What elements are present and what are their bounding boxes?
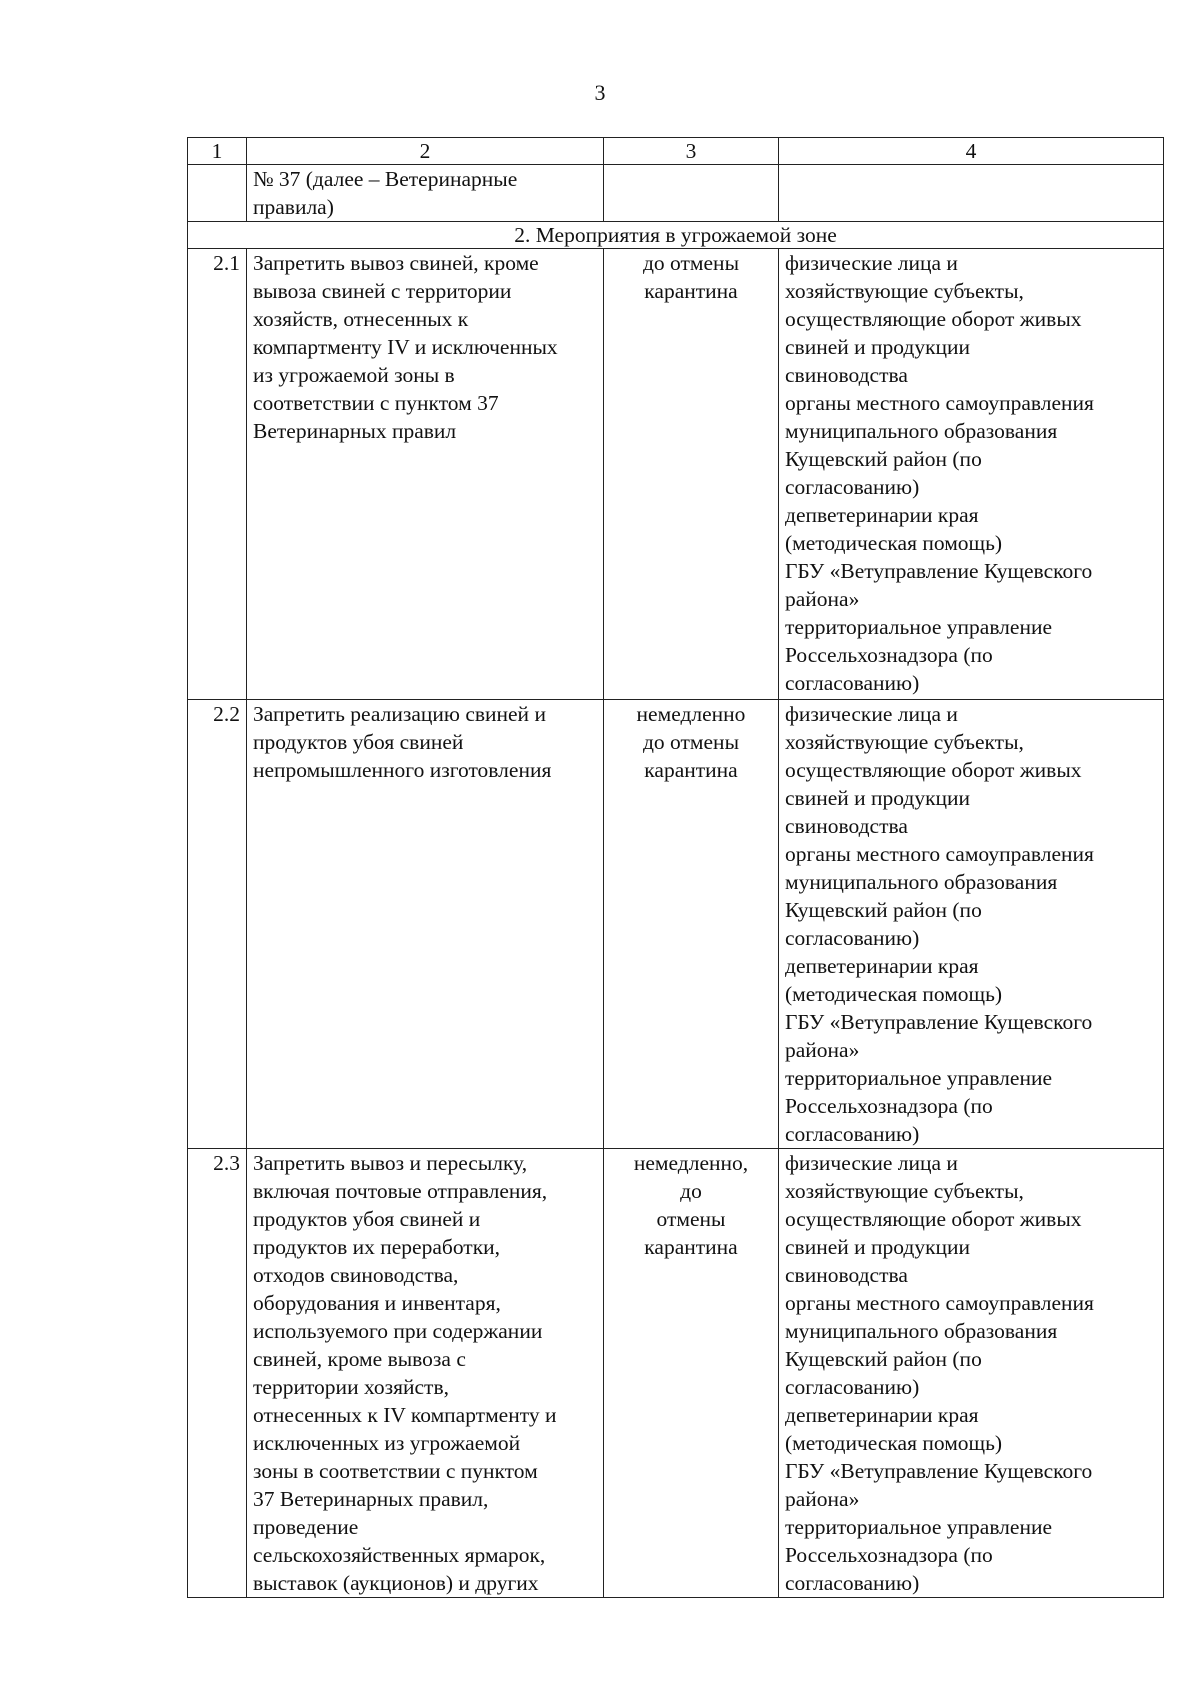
text-line: Кущевский район (по	[785, 898, 982, 922]
text-line: осуществляющие оборот живых	[785, 307, 1082, 331]
text-line: органы местного самоуправления	[785, 1291, 1094, 1315]
text-line: карантина	[644, 279, 738, 303]
text-line: правила)	[253, 195, 334, 219]
responsible-cell	[779, 700, 1164, 1149]
text-line: района»	[785, 1487, 860, 1511]
text-line: хозяйствующие субъекты,	[785, 1179, 1024, 1203]
text-line: согласованию)	[785, 475, 920, 499]
text-line: до отмены	[642, 730, 740, 754]
text-line: немедленно	[636, 702, 746, 726]
table-row	[188, 700, 1164, 1149]
text-line: согласованию)	[785, 1122, 920, 1146]
text-line: Запретить вывоз свиней, кроме	[253, 251, 539, 275]
text-line: вывоза свиней с территории	[253, 279, 512, 303]
text-line: органы местного самоуправления	[785, 391, 1094, 415]
text-line: проведение	[253, 1515, 359, 1539]
text-line: свиноводства	[785, 1263, 908, 1287]
text-line: немедленно,	[633, 1151, 749, 1175]
column-header-1: 1	[188, 138, 247, 165]
text-line: муниципального образования	[785, 870, 1058, 894]
term-cell	[604, 249, 779, 700]
text-line: осуществляющие оборот живых	[785, 758, 1082, 782]
text-line: карантина	[644, 758, 738, 782]
text-line: свиноводства	[785, 363, 908, 387]
text-line: Россельхознадзора (по	[785, 643, 993, 667]
text-line: непромышленного изготовления	[253, 758, 552, 782]
text-line: компартменту IV и исключенных	[253, 335, 558, 359]
text-line: используемого при содержании	[253, 1319, 543, 1343]
text-line: (методическая помощь)	[785, 531, 1003, 555]
text-line: отмены	[656, 1207, 726, 1231]
text-line: ГБУ «Ветуправление Кущевского	[785, 559, 1093, 583]
text-line: карантина	[644, 1235, 738, 1259]
text-line: физические лица и	[785, 251, 958, 275]
text-line: Запретить реализацию свиней и	[253, 702, 546, 726]
text-line: территориальное управление	[785, 615, 1053, 639]
text-line: территориальное управление	[785, 1066, 1053, 1090]
term-cell	[604, 700, 779, 1149]
text-line: физические лица и	[785, 1151, 958, 1175]
text-line: 37 Ветеринарных правил,	[253, 1487, 489, 1511]
text-line: до	[680, 1179, 702, 1203]
text-line: хозяйствующие субъекты,	[785, 730, 1024, 754]
column-header-4: 4	[779, 138, 1164, 165]
text-line: продуктов их переработки,	[253, 1235, 501, 1259]
table-row	[188, 1149, 1164, 1598]
continuation-term-cell	[604, 165, 779, 222]
text-line: продуктов убоя свиней	[253, 730, 464, 754]
text-line: депветеринарии края	[785, 954, 979, 978]
column-header-2: 2	[247, 138, 604, 165]
text-line: свиней и продукции	[785, 1235, 971, 1259]
page-number: 3	[594, 80, 606, 105]
text-line: выставок (аукционов) и других	[253, 1571, 539, 1595]
text-line: зоны в соответствии с пунктом	[253, 1459, 538, 1483]
term-cell	[604, 1149, 779, 1598]
section-row	[188, 222, 1164, 249]
row-number: 2.3	[188, 1149, 247, 1598]
text-line: оборудования и инвентаря,	[253, 1291, 501, 1315]
text-line: включая почтовые отправления,	[253, 1179, 548, 1203]
text-line: хозяйствующие субъекты,	[785, 279, 1024, 303]
responsible-cell	[779, 249, 1164, 700]
text-line: № 37 (далее – Ветеринарные	[253, 167, 518, 191]
text-line: территории хозяйств,	[253, 1375, 449, 1399]
text-line: (методическая помощь)	[785, 982, 1003, 1006]
text-line: района»	[785, 1038, 860, 1062]
text-line: свиноводства	[785, 814, 908, 838]
text-line: отходов свиноводства,	[253, 1263, 459, 1287]
continuation-number-cell	[188, 165, 247, 222]
continuation-text-cell	[247, 165, 604, 222]
measure-cell	[247, 1149, 604, 1598]
text-line: Кущевский район (по	[785, 1347, 982, 1371]
text-line: ГБУ «Ветуправление Кущевского	[785, 1010, 1093, 1034]
row-number: 2.1	[188, 249, 247, 700]
row-number: 2.2	[188, 700, 247, 1149]
text-line: ГБУ «Ветуправление Кущевского	[785, 1459, 1093, 1483]
responsible-cell	[779, 1149, 1164, 1598]
section-title: 2. Мероприятия в угрожаемой зоне	[188, 222, 1164, 249]
text-line: до отмены	[642, 251, 740, 275]
column-header-3: 3	[604, 138, 779, 165]
text-line: района»	[785, 587, 860, 611]
text-line: муниципального образования	[785, 419, 1058, 443]
measure-cell	[247, 249, 604, 700]
text-line: продуктов убоя свиней и	[253, 1207, 481, 1231]
text-line: из угрожаемой зоны в	[253, 363, 455, 387]
text-line: свиней и продукции	[785, 786, 971, 810]
text-line: Россельхознадзора (по	[785, 1094, 993, 1118]
table-row	[188, 249, 1164, 700]
table-header-row	[188, 138, 1164, 165]
text-line: территориальное управление	[785, 1515, 1053, 1539]
text-line: Кущевский район (по	[785, 447, 982, 471]
text-line: Россельхознадзора (по	[785, 1543, 993, 1567]
text-line: депветеринарии края	[785, 1403, 979, 1427]
text-line: депветеринарии края	[785, 503, 979, 527]
text-line: Ветеринарных правил	[253, 419, 457, 443]
text-line: согласованию)	[785, 1375, 920, 1399]
text-line: свиней и продукции	[785, 335, 971, 359]
text-line: физические лица и	[785, 702, 958, 726]
continuation-responsible-cell	[779, 165, 1164, 222]
text-line: сельскохозяйственных ярмарок,	[253, 1543, 546, 1567]
text-line: органы местного самоуправления	[785, 842, 1094, 866]
text-line: согласованию)	[785, 926, 920, 950]
measure-cell	[247, 700, 604, 1149]
text-line: свиней, кроме вывоза с	[253, 1347, 466, 1371]
text-line: отнесенных к IV компартменту и	[253, 1403, 557, 1427]
continuation-row	[188, 165, 1164, 222]
text-line: исключенных из угрожаемой	[253, 1431, 521, 1455]
text-line: (методическая помощь)	[785, 1431, 1003, 1455]
text-line: Запретить вывоз и пересылку,	[253, 1151, 528, 1175]
text-line: согласованию)	[785, 1571, 920, 1595]
measures-table	[187, 137, 1164, 1598]
text-line: осуществляющие оборот живых	[785, 1207, 1082, 1231]
text-line: муниципального образования	[785, 1319, 1058, 1343]
text-line: согласованию)	[785, 671, 920, 695]
text-line: соответствии с пунктом 37	[253, 391, 499, 415]
text-line: хозяйств, отнесенных к	[253, 307, 469, 331]
